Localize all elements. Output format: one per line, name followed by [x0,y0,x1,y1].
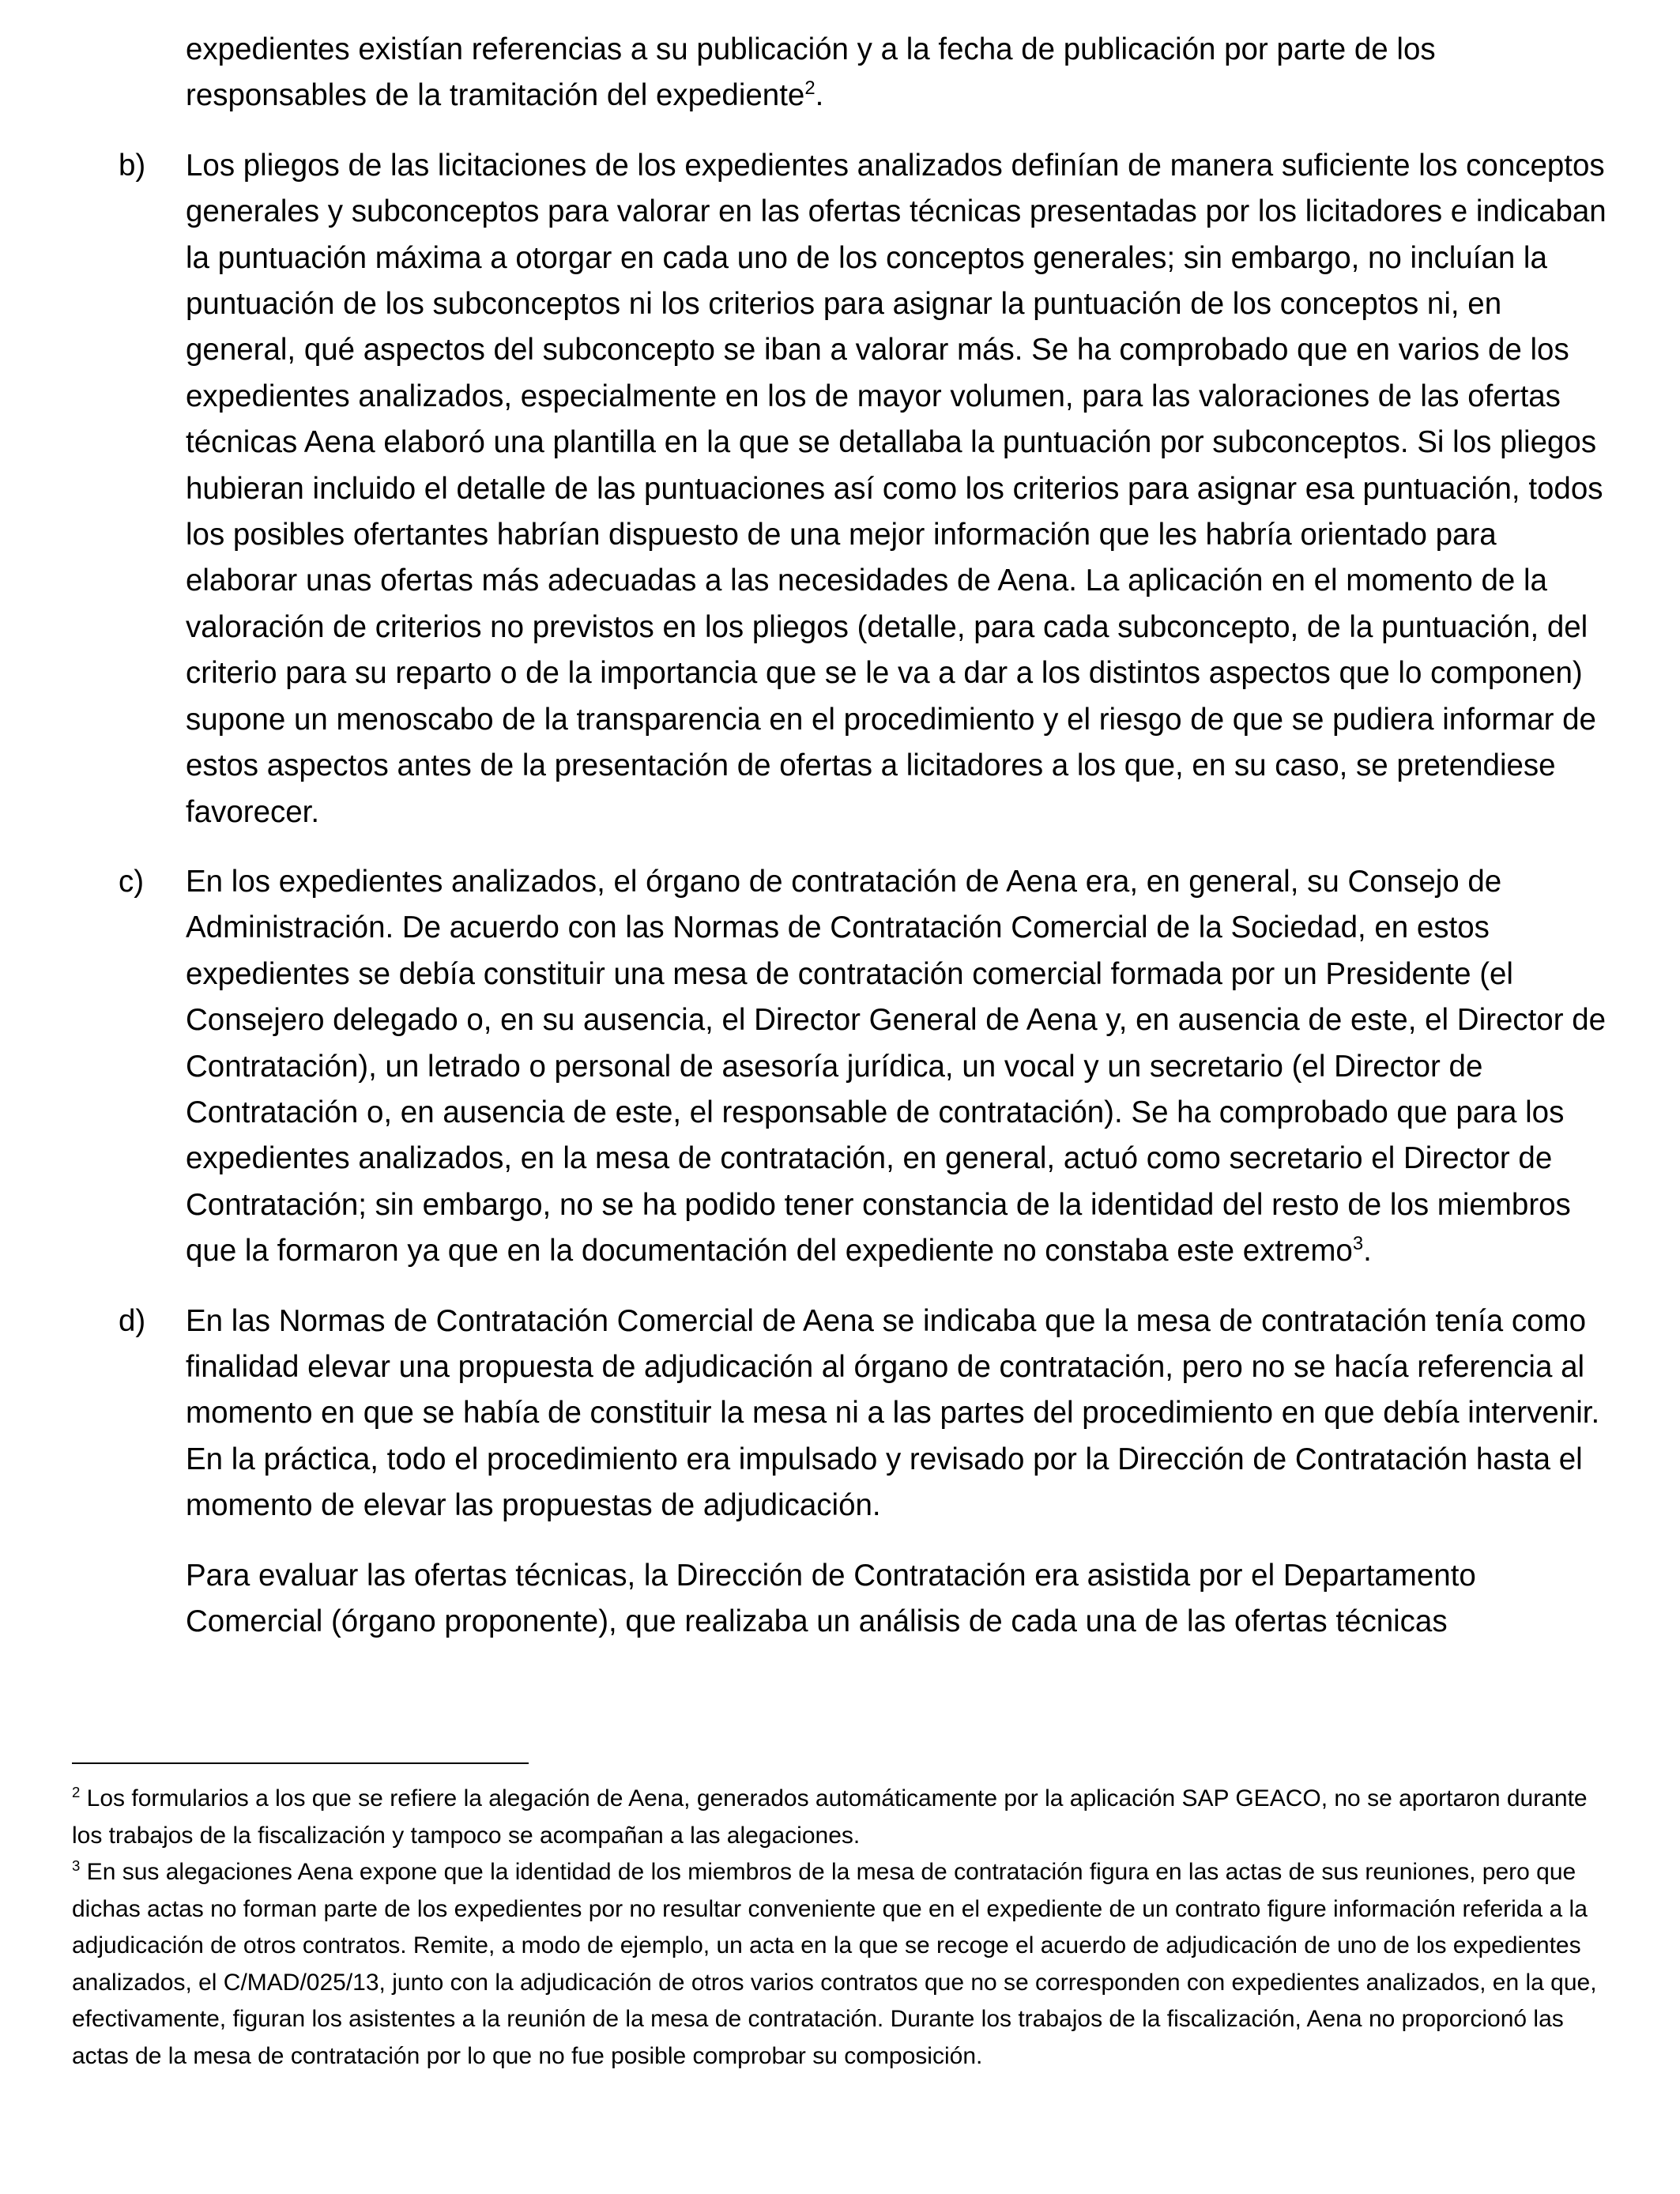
list-marker-c: c) [119,864,145,899]
footnote-text-3: En sus alegaciones Aena expone que la identidad de los miembros de la mesa de contratación figura en las actas de sus reuniones, pero que dichas actas no forman parte de los expedientes por no resultar conveniente que en el expediente de un contrato figure información referida a la adjudicación de otros contratos. Remite, a modo de ejemplo, un acta en la que se recoge el acuerdo de adjudicación de uno de los expedientes analizados, el C/MAD/025/13, junto con la adjudicación de otros varios contratos que no se corresponden con expedientes analizados, en la que, efectivamente, figuran los asistentes a la reunión de la mesa de contratación. Durante los trabajos de la fiscalización, Aena no proporcionó las actas de la mesa de contratación por lo que no fue posible comprobar su composición. [72,1859,1597,2069]
footnotes [72,1781,1621,2075]
list-marker-d: d) [119,1303,146,1338]
list-item-d [119,1299,1612,1529]
paragraph-text: En los expedientes analizados, el órgano de contratación de Aena era, en general, su Consejo de Administración. De acuerdo con las Normas de Contratación Comercial de la Sociedad, en estos expedientes se debía constituir una mesa de contratación comercial formada por un Presidente (el Consejero delegado o, en su ausencia, el Director General de Aena y, en ausencia de este, el Director de Contratación), un letrado o personal de asesoría jurídica, un vocal y un secretario (el Director de Contratación o, en ausencia de este, el responsable de contratación). Se ha comprobado que para los expedientes analizados, en la mesa de contratación, en general, actuó como secretario el Director de Contratación; sin embargo, no se ha podido tener constancia de la identidad del resto de los miembros que la formaron ya que en la documentación del expediente no constaba este extremo [186,864,1607,1269]
footnote-ref-2[interactable]: 2 [804,77,816,100]
body-text [119,27,1612,1645]
paragraph-text: expedientes existían referencias a su publicación y a la fecha de publicación por parte de los responsables de la tramitación del expediente [186,32,1436,113]
footnote-text-2: Los formularios a los que se refiere la alegación de Aena, generados automáticamente por la aplicación SAP GEACO, no se aportaron durante los trabajos de la fiscalización y tampoco se acompañan a las alegaciones. [72,1785,1588,1849]
footnote-ref-3[interactable]: 3 [1352,1233,1364,1255]
list-item-d-subparagraph [119,1553,1612,1646]
list-item-b [119,143,1612,835]
paragraph-text: Para evaluar las ofertas técnicas, la Dirección de Contratación era asistida por el Departamento Comercial (órgano proponente), que realizaba un análisis de cada una de las ofertas técnicas [186,1558,1476,1638]
paragraph-end: . [1363,1234,1372,1269]
paragraph-continuation [119,27,1612,119]
paragraph-end: . [815,78,824,113]
paragraph-text: En las Normas de Contratación Comercial de Aena se indicaba que la mesa de contratación tenía como finalidad elevar una propuesta de adjudicación al órgano de contratación, pero no se hacía referencia al momento en que se había de constituir la mesa ni a las partes del procedimiento en que debía intervenir. En la práctica, todo el procedimiento era impulsado y revisado por la Dirección de Contratación hasta el momento de elevar las propuestas de adjudicación. [186,1303,1600,1523]
list-item-c [119,859,1612,1275]
footnote-separator [72,1762,529,1764]
paragraph-text: Los pliegos de las licitaciones de los expedientes analizados definían de manera suficiente los conceptos generales y subconceptos para valorar en las ofertas técnicas presentadas por los licitadores e indicaban la puntuación máxima a otorgar en cada uno de los conceptos generales; sin embargo, no incluían la puntuación de los subconceptos ni los criterios para asignar la puntuación de los conceptos ni, en general, qué aspectos del subconcepto se iban a valorar más. Se ha comprobado que en varios de los expedientes analizados, especialmente en los de mayor volumen, para las valoraciones de las ofertas técnicas Aena elaboró una plantilla en la que se detallaba la puntuación por subconceptos. Si los pliegos hubieran incluido el detalle de las puntuaciones así como los criterios para asignar esa puntuación, todos los posibles ofertantes habrían dispuesto de una mejor información que les habría orientado para elaborar unas ofertas más adecuadas a las necesidades de Aena. La aplicación en el momento de la valoración de criterios no previstos en los pliegos (detalle, para cada subconcepto, de la puntuación, del criterio para su reparto o de la importancia que se le va a dar a los distintos aspectos que lo componen) supone un menoscabo de la transparencia en el procedimiento y el riesgo de que se pudiera informar de estos aspectos antes de la presentación de ofertas a licitadores a los que, en su caso, se pretendiese favorecer. [186,148,1607,829]
footnote-3 [72,1854,1621,2075]
footnote-2 [72,1781,1621,1854]
list-marker-b: b) [119,148,146,183]
footnote-number-3: 3 [72,1857,81,1874]
footnote-number-2: 2 [72,1784,81,1800]
